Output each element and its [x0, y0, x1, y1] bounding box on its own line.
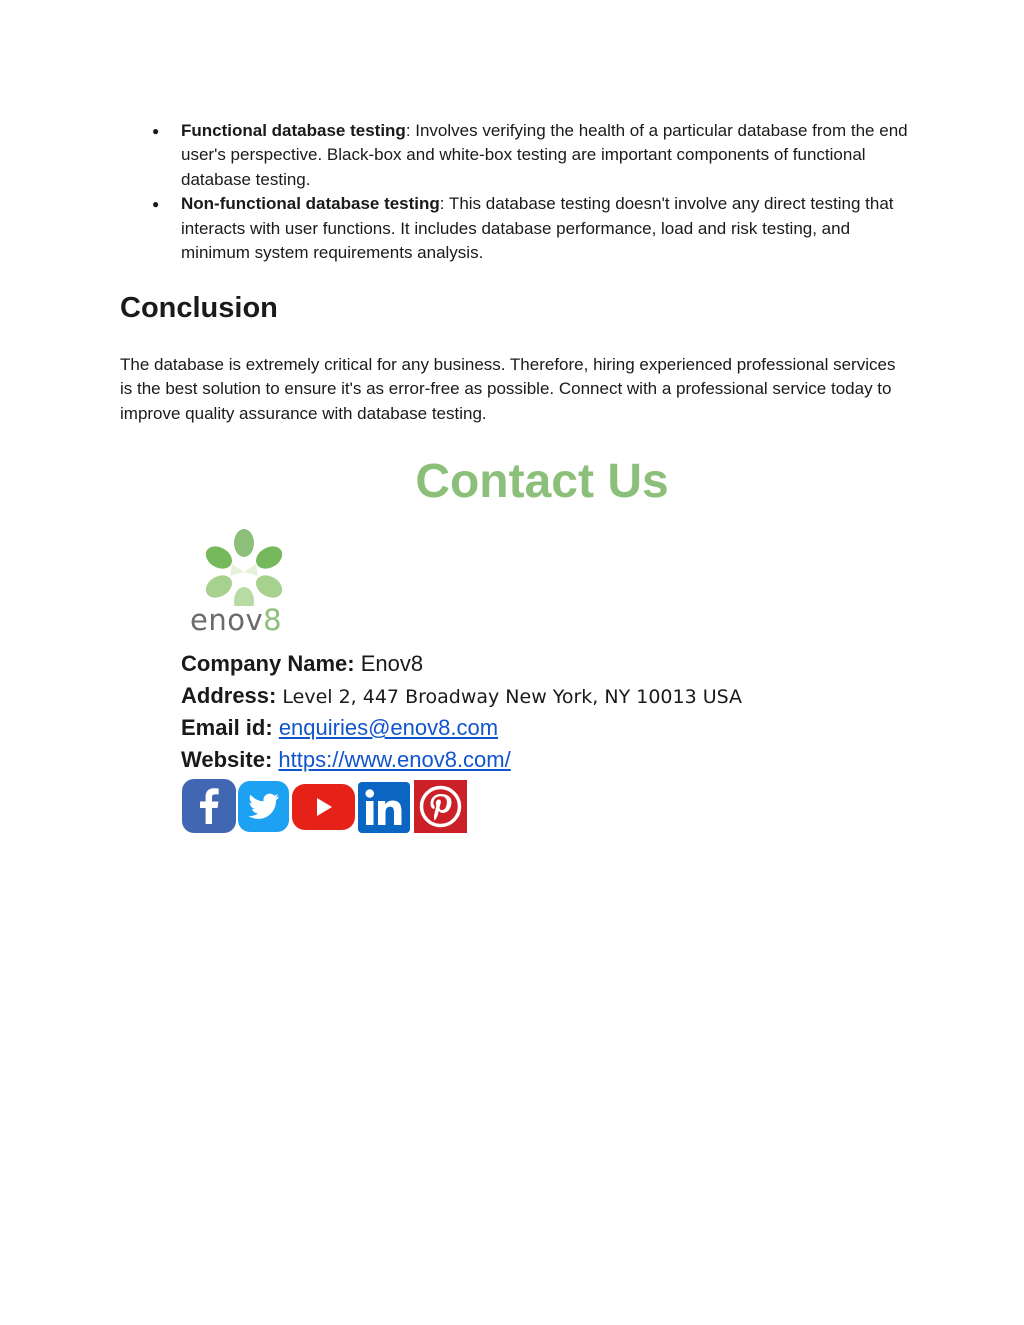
website-line: [181, 744, 881, 776]
bullet-text: : Involves verifying the health of a particular database from the end user's perspective. Black-box and white-box testing are important components of functional database testing.: [181, 121, 908, 189]
bullet-list: [120, 119, 910, 265]
contact-details: [181, 648, 881, 776]
address-label: Address:: [181, 683, 277, 708]
list-item: [120, 119, 910, 192]
website-label: Website:: [181, 747, 273, 772]
conclusion-paragraph: The database is extremely critical for any business. Therefore, hiring experienced professional services is the best solution to ensure it's as error-free as possible. Connect with a professional service today to improve quality assurance with database testing.: [120, 355, 896, 423]
facebook-icon[interactable]: [182, 779, 236, 833]
linkedin-icon[interactable]: [358, 782, 410, 833]
email-label: Email id:: [181, 715, 273, 740]
enov8-logo: [190, 522, 300, 640]
flower-icon: [190, 522, 300, 606]
logo-word: enov: [190, 603, 264, 637]
company-label: Company Name:: [181, 651, 355, 676]
bullet-term: Non-functional database testing: [181, 194, 440, 214]
email-link[interactable]: enquiries@enov8.com: [278, 715, 499, 740]
address-value: Level 2, 447 Broadway New York, NY 10013 USA: [276, 686, 743, 708]
website-link[interactable]: https://www.enov8.com/: [278, 747, 511, 772]
bullet-term: Functional database testing: [181, 121, 406, 140]
conclusion-heading: Conclusion: [120, 292, 278, 324]
list-item: [120, 192, 910, 265]
logo-wordmark: [190, 604, 300, 636]
company-line: [181, 648, 881, 680]
bullet-text: : This database testing doesn't involve any direct testing that interacts with user functions. It includes database performance, load and risk testing, and minimum system requirements analysis.: [181, 194, 894, 263]
contact-title: Contact Us: [415, 455, 669, 508]
bullet-icon: ●: [152, 124, 160, 138]
bullet-icon: ●: [152, 197, 160, 212]
email-line: [181, 712, 881, 744]
logo-digit: 8: [263, 603, 283, 637]
company-value: Enov8: [354, 651, 424, 676]
address-line: [181, 680, 881, 712]
pinterest-icon[interactable]: [414, 780, 467, 833]
twitter-icon[interactable]: [238, 781, 289, 832]
youtube-icon[interactable]: [292, 784, 355, 830]
